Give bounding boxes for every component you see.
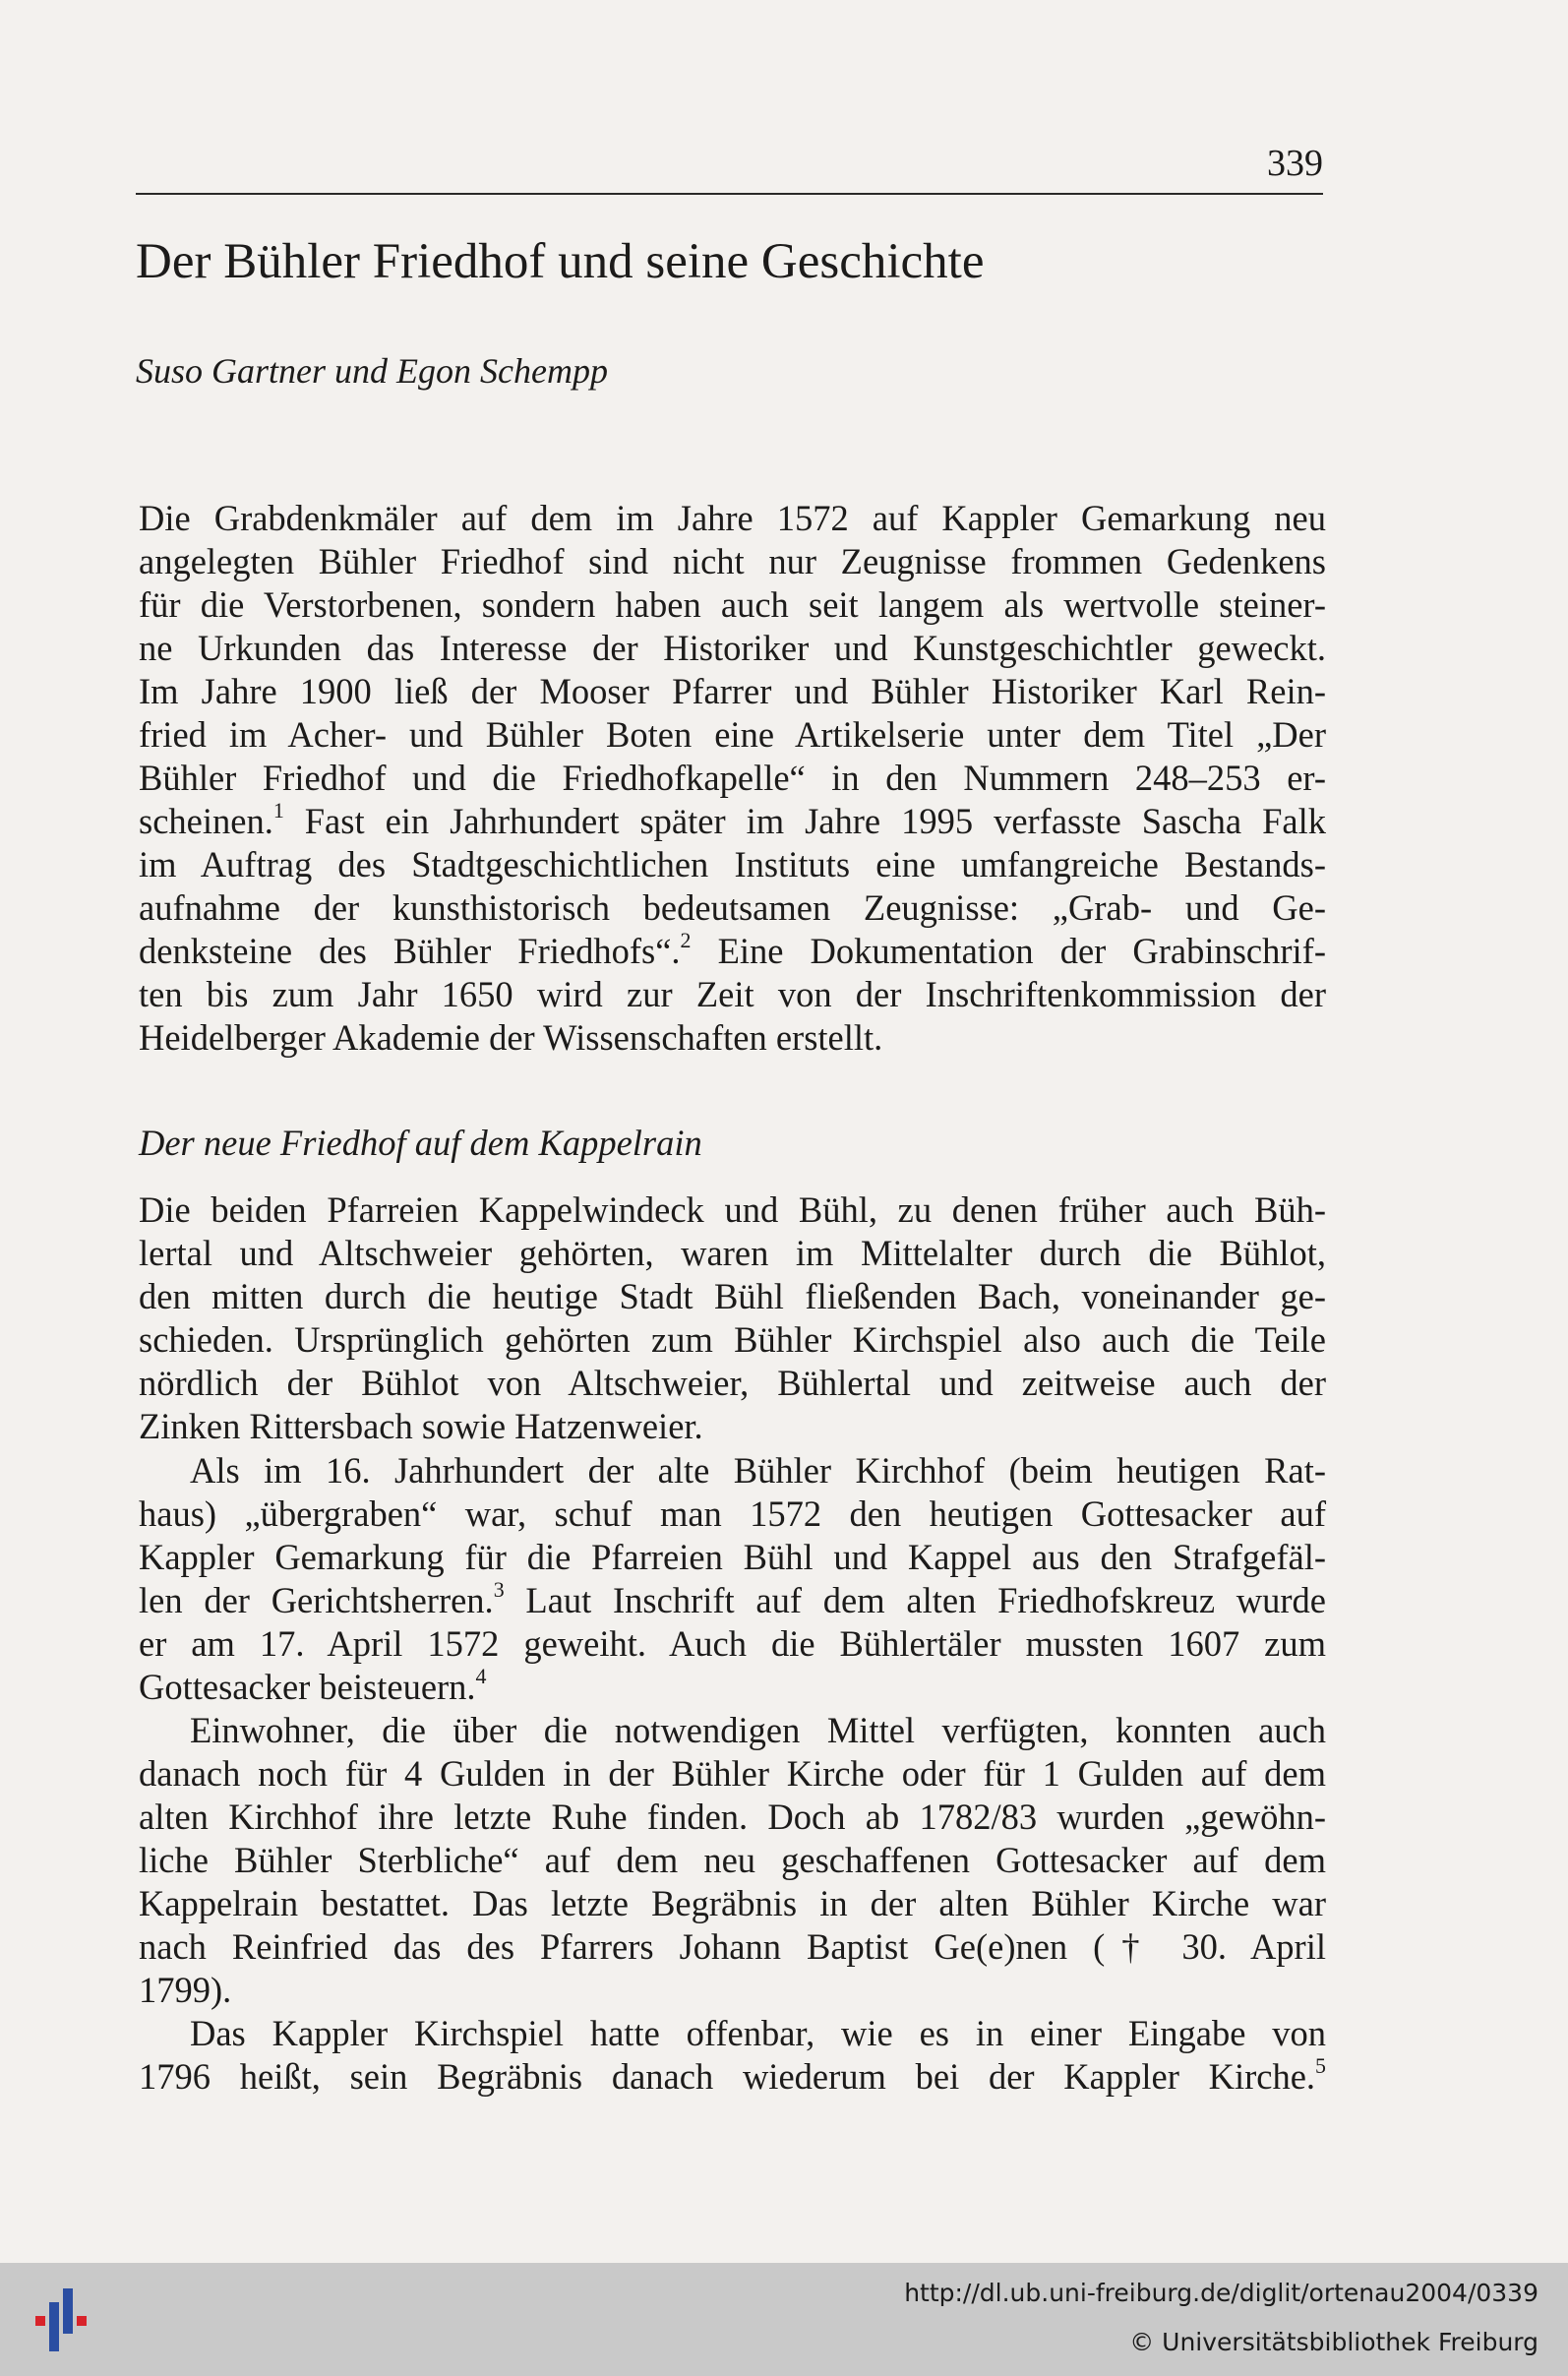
text-line: Das Kappler Kirchspiel hatte offenbar, wie es in einer Eingabe von [190,2013,1326,2053]
text-line: ten bis zum Jahr 1650 wird zur Zeit von der Inschriftenkommission der [139,974,1326,1014]
text-line: denksteine des Bühler Friedhofs“.$^2$ Eine Dokumentation der Grabinschrif- [139,927,1326,971]
text-line: Die Grabdenkmäler auf dem im Jahre 1572 auf Kappler Gemarkung neu [139,498,1326,538]
text-line: den mitten durch die heutige Stadt Bühl fließenden Bach, voneinander ge- [139,1276,1326,1316]
university-library-logo-icon [28,2281,96,2359]
text-line: für die Verstorbenen, sondern haben auch seit langem als wertvolle steiner- [139,584,1326,625]
text-line: scheinen.$^1$ Fast ein Jahrhundert später im Jahre 1995 verfasste Sascha Falk [139,797,1326,841]
text-line: lertal und Altschweier gehörten, waren im Mittelalter durch die Bühlot, [139,1233,1326,1273]
text-line: aufnahme der kunsthistorisch bedeutsamen Zeugnisse: „Grab- und Ge- [139,887,1326,928]
footnote-ref: 4 [475,1663,487,1688]
section-heading: Der neue Friedhof auf dem Kappelrain [139,1123,702,1163]
text-line: er am 17. April 1572 geweiht. Auch die Bühlertäler mussten 1607 zum [139,1623,1326,1664]
text-line: Kappelrain bestattet. Das letzte Begräbnis in der alten Bühler Kirche war [139,1883,1326,1923]
text-line: 1799). [139,1970,232,2010]
text-line: len der Gerichtsherren.$^3$ Laut Inschrift auf dem alten Friedhofskreuz wurde [139,1576,1326,1620]
text-line: Die beiden Pfarreien Kappelwindeck und Bühl, zu denen früher auch Büh- [139,1189,1326,1230]
text-line: liche Bühler Sterbliche“ auf dem neu geschaffenen Gottesacker auf dem [139,1840,1326,1880]
footnote-ref: 2 [680,927,692,952]
footnote-ref: 5 [1315,2052,1326,2078]
text-line: ne Urkunden das Interesse der Historiker und Kunstgeschichtler geweckt. [139,628,1326,668]
footnote-ref: 3 [493,1576,505,1602]
text-line: fried im Acher- und Bühler Boten eine Artikelserie unter dem Titel „Der [139,714,1326,755]
text-line: Gottesacker beisteuern.$^4$ [139,1663,487,1707]
article-authors: Suso Gartner und Egon Schempp [136,351,608,391]
text-line: im Auftrag des Stadtgeschichtlichen Instituts eine umfangreiche Bestands- [139,844,1326,884]
text-line: Heidelberger Akademie der Wissenschaften erstellt. [139,1017,883,1058]
text-line: angelegten Bühler Friedhof sind nicht nur Zeugnisse frommen Gedenkens [139,541,1326,581]
text-line: Bühler Friedhof und die Friedhofkapelle“ in den Nummern 248–253 er- [139,758,1326,798]
article-title: Der Bühler Friedhof und seine Geschichte [136,234,985,289]
text-line: haus) „übergraben“ war, schuf man 1572 den heutigen Gottesacker auf [139,1493,1326,1534]
footnote-ref: 1 [272,797,284,822]
text-line: schieden. Ursprünglich gehörten zum Bühler Kirchspiel also auch die Teile [139,1319,1326,1360]
text-line: Kappler Gemarkung für die Pfarreien Bühl und Kappel aus den Strafgefäl- [139,1537,1326,1577]
header-rule [136,193,1323,195]
text-line: Zinken Rittersbach sowie Hatzenweier. [139,1406,703,1446]
text-line: danach noch für 4 Gulden in der Bühler Kirche oder für 1 Gulden auf dem [139,1753,1326,1794]
text-line: Als im 16. Jahrhundert der alte Bühler Kirchhof (beim heutigen Rat- [190,1450,1326,1491]
text-line: Einwohner, die über die notwendigen Mittel verfügten, konnten auch [190,1710,1326,1750]
text-line: Im Jahre 1900 ließ der Mooser Pfarrer und Bühler Historiker Karl Rein- [139,671,1326,711]
text-line: alten Kirchhof ihre letzte Ruhe finden. Doch ab 1782/83 wurden „gewöhn- [139,1797,1326,1837]
copyright-notice: © Universitätsbibliothek Freiburg [1129,2328,1538,2356]
text-line: nach Reinfried das des Pfarrers Johann Baptist Ge(e)nen († 30. April [139,1926,1326,1967]
text-line: 1796 heißt, sein Begräbnis danach wiederum bei der Kappler Kirche.$^5$ [139,2052,1326,2097]
page-number: 339 [1267,143,1323,184]
text-line: nördlich der Bühlot von Altschweier, Bühlertal und zeitweise auch der [139,1363,1326,1403]
source-url-link[interactable]: http://dl.ub.uni-freiburg.de/diglit/ortenau2004/0339 [904,2279,1538,2307]
